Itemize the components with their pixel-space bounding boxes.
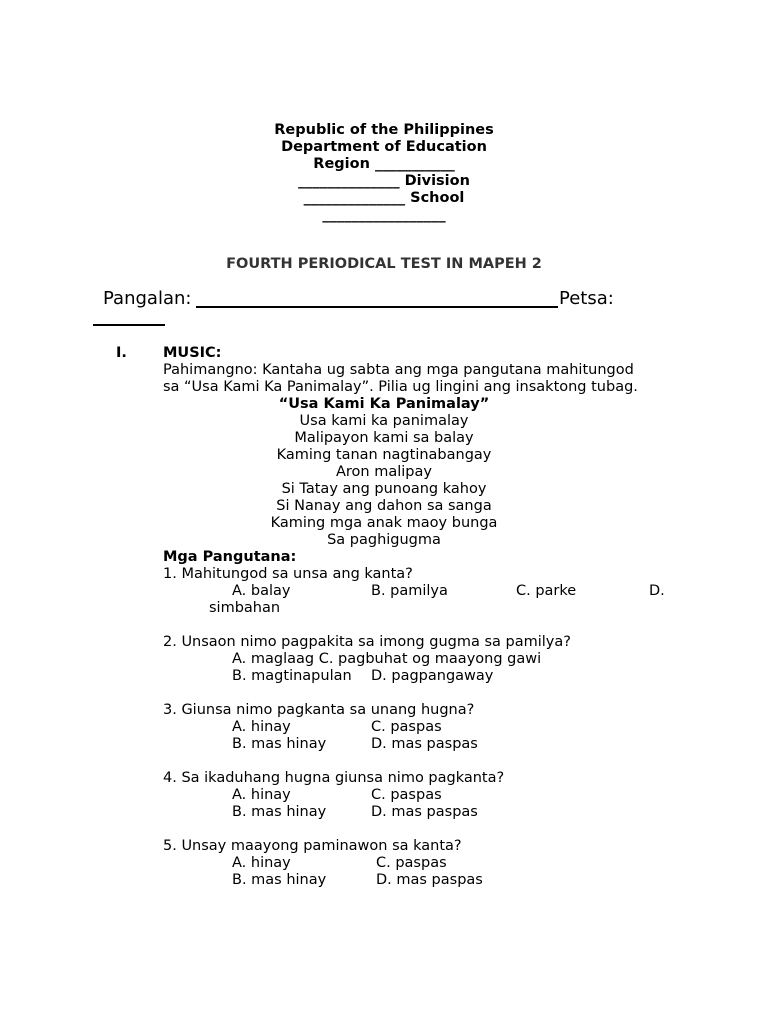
date-label: Petsa: bbox=[559, 288, 614, 309]
section-title: MUSIC: bbox=[163, 345, 222, 361]
header-department: Department of Education bbox=[281, 139, 487, 155]
q5-choice-c[interactable]: C. paspas bbox=[376, 855, 447, 871]
q2-choices-a-c[interactable]: A. maglaag C. pagbuhat og maayong gawi bbox=[232, 651, 542, 667]
instruction-line-2: sa “Usa Kami Ka Panimalay”. Pilia ug lingini ang insaktong tubag. bbox=[163, 379, 638, 395]
q1-choice-d-prefix[interactable]: D. bbox=[649, 583, 665, 599]
section-number: I. bbox=[116, 345, 127, 361]
q1-choice-b[interactable]: B. pamilya bbox=[371, 583, 448, 599]
song-line: Aron malipay bbox=[336, 464, 432, 480]
song-line: Kaming tanan nagtinabangay bbox=[276, 447, 492, 463]
name-label: Pangalan: bbox=[103, 288, 192, 309]
song-line: Kaming mga anak maoy bunga bbox=[270, 515, 498, 531]
name-blank-line[interactable] bbox=[196, 306, 558, 308]
question-3-text: 3. Giunsa nimo pagkanta sa unang hugna? bbox=[163, 702, 475, 718]
q3-choice-d[interactable]: D. mas paspas bbox=[371, 736, 478, 752]
song-line: Si Nanay ang dahon sa sanga bbox=[276, 498, 492, 514]
header-republic: Republic of the Philippines bbox=[274, 122, 494, 138]
instruction-line-1: Pahimangno: Kantaha ug sabta ang mga pangutana mahitungod bbox=[163, 362, 634, 378]
question-2-text: 2. Unsaon nimo pagpakita sa imong gugma sa pamilya? bbox=[163, 634, 571, 650]
test-title: FOURTH PERIODICAL TEST IN MAPEH 2 bbox=[226, 256, 542, 272]
q4-choice-c[interactable]: C. paspas bbox=[371, 787, 442, 803]
q4-choice-a[interactable]: A. hinay bbox=[232, 787, 291, 803]
header-blank-line: _________________ bbox=[322, 207, 446, 223]
q4-choice-d[interactable]: D. mas paspas bbox=[371, 804, 478, 820]
q3-choice-a[interactable]: A. hinay bbox=[232, 719, 291, 735]
question-5-text: 5. Unsay maayong paminawon sa kanta? bbox=[163, 838, 462, 854]
header-region: Region ___________ bbox=[313, 156, 455, 172]
questions-heading: Mga Pangutana: bbox=[163, 549, 297, 565]
q3-choice-b[interactable]: B. mas hinay bbox=[232, 736, 327, 752]
q1-choice-d-text[interactable]: simbahan bbox=[209, 600, 281, 616]
q1-choice-a[interactable]: A. balay bbox=[232, 583, 291, 599]
question-4-text: 4. Sa ikaduhang hugna giunsa nimo pagkanta? bbox=[163, 770, 505, 786]
q5-choice-b[interactable]: B. mas hinay bbox=[232, 872, 327, 888]
song-line: Usa kami ka panimalay bbox=[299, 413, 469, 429]
q5-choice-d[interactable]: D. mas paspas bbox=[376, 872, 483, 888]
song-title: “Usa Kami Ka Panimalay” bbox=[278, 396, 490, 412]
song-line: Malipayon kami sa balay bbox=[294, 430, 474, 446]
header-division: ______________ Division bbox=[298, 173, 470, 189]
question-1-text: 1. Mahitungod sa unsa ang kanta? bbox=[163, 566, 413, 582]
q1-choice-c[interactable]: C. parke bbox=[516, 583, 577, 599]
q3-choice-c[interactable]: C. paspas bbox=[371, 719, 442, 735]
date-blank-line[interactable] bbox=[93, 324, 165, 326]
header-school: ______________ School bbox=[303, 190, 465, 206]
song-line: Sa paghigugma bbox=[327, 532, 441, 548]
q5-choice-a[interactable]: A. hinay bbox=[232, 855, 291, 871]
q2-choice-d[interactable]: D. pagpangaway bbox=[371, 668, 494, 684]
song-line: Si Tatay ang punoang kahoy bbox=[281, 481, 487, 497]
q2-choice-b[interactable]: B. magtinapulan bbox=[232, 668, 352, 684]
q4-choice-b[interactable]: B. mas hinay bbox=[232, 804, 327, 820]
